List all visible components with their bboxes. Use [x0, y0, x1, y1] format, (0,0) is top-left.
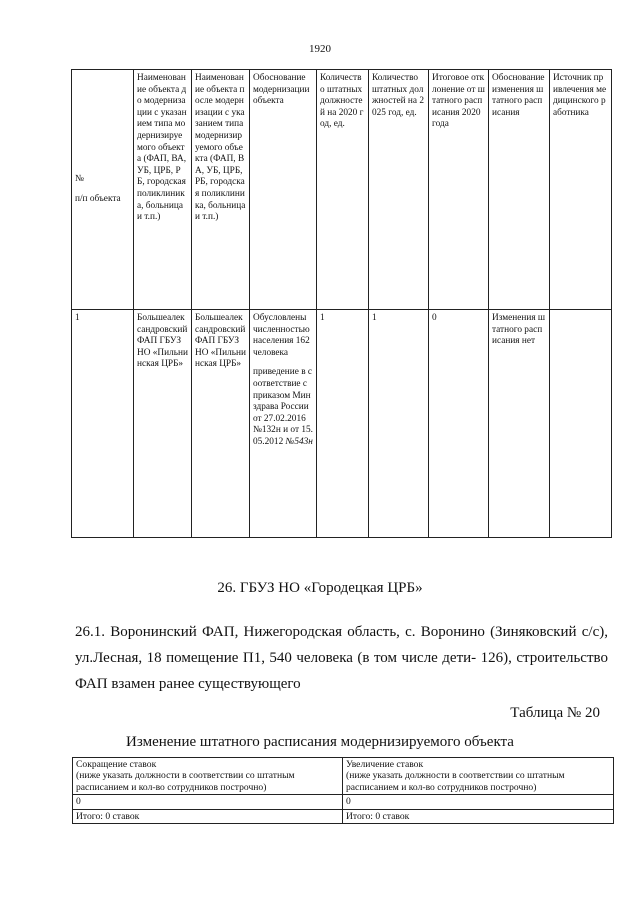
header-deviation: Итоговое отклонение от штатного расписания 2020 года — [429, 70, 489, 310]
justification-order-number: №543н — [285, 436, 313, 447]
section-title: 26. ГБУЗ НО «Городецкая ЦРБ» — [217, 580, 423, 596]
row-justification — [250, 310, 317, 538]
row-count-2025: 1 — [369, 310, 429, 538]
header-name-after: Наименование объекта после модернизации с указанием типа модернизируемого объекта (ФАП, ВА, УБ, ЦРБ, РБ, городская поликлиника, больница и т.п.) — [192, 70, 250, 310]
increase-header: Увеличение ставок (ниже указать должности в соответствии со штатным расписанием и кол-во сотрудников построчно) — [343, 758, 614, 795]
increase-total: Итого: 0 ставок — [343, 809, 614, 823]
table-row — [73, 809, 614, 823]
table-header-row — [73, 758, 614, 795]
row-count-2020: 1 — [317, 310, 369, 538]
header-name-before: Наименование объекта до модернизации с указанием типа модернизируемого объекта (ФАП, ВА, УБ, ЦРБ, РБ, городская поликлиника, больница и т.п.) — [134, 70, 192, 310]
object-description: 26.1. Воронинский ФАП, Нижегородская область, с. Воронино (Зиняковский с/с), ул.Лесная, 18 помещение П1, 540 человека (в том числе дети- 126), строительство ФАП взамен ранее существующего — [75, 624, 608, 692]
row-deviation: 0 — [429, 310, 489, 538]
row-name-before: Большеалександровский ФАП ГБУЗ НО «Пильнинская ЦРБ» — [134, 310, 192, 538]
header-index: № п/п объекта — [72, 70, 134, 310]
reduction-header: Сокращение ставок (ниже указать должности в соответствии со штатным расписанием и кол-во сотрудников построчно) — [73, 758, 343, 795]
table-header-row — [72, 70, 612, 310]
increase-value: 0 — [343, 795, 614, 809]
justification-part-1: Обусловлены численностью населения 162 человека — [253, 313, 310, 358]
justification-part-2: приведение в соответствие с приказом Минздрава России от 27.02.2016 №132н и от 15.05.2012 — [253, 367, 313, 447]
header-source: Источник привлечения медицинского работника — [550, 70, 612, 310]
header-change-reason: Обоснование изменения штатного расписания — [489, 70, 550, 310]
staff-change-table — [72, 757, 614, 824]
row-name-after: Большеалександровский ФАП ГБУЗ НО «Пильнинская ЦРБ» — [192, 310, 250, 538]
reduction-total: Итого: 0 ставок — [73, 809, 343, 823]
table-number: Таблица № 20 — [510, 705, 600, 721]
reduction-value: 0 — [73, 795, 343, 809]
table-row — [73, 795, 614, 809]
table-caption: Изменение штатного расписания модернизируемого объекта — [126, 734, 514, 750]
row-num: 1 — [72, 310, 134, 538]
page-number: 1920 — [309, 43, 331, 55]
header-justification: Обоснование модернизации объекта — [250, 70, 317, 310]
header-count-2020: Количество штатных должностей на 2020 год, ед. — [317, 70, 369, 310]
modernization-table — [71, 69, 612, 538]
row-change-reason: Изменения штатного расписания нет — [489, 310, 550, 538]
table-row — [72, 310, 612, 538]
header-count-2025: Количество штатных должностей на 2025 год, ед. — [369, 70, 429, 310]
row-source — [550, 310, 612, 538]
